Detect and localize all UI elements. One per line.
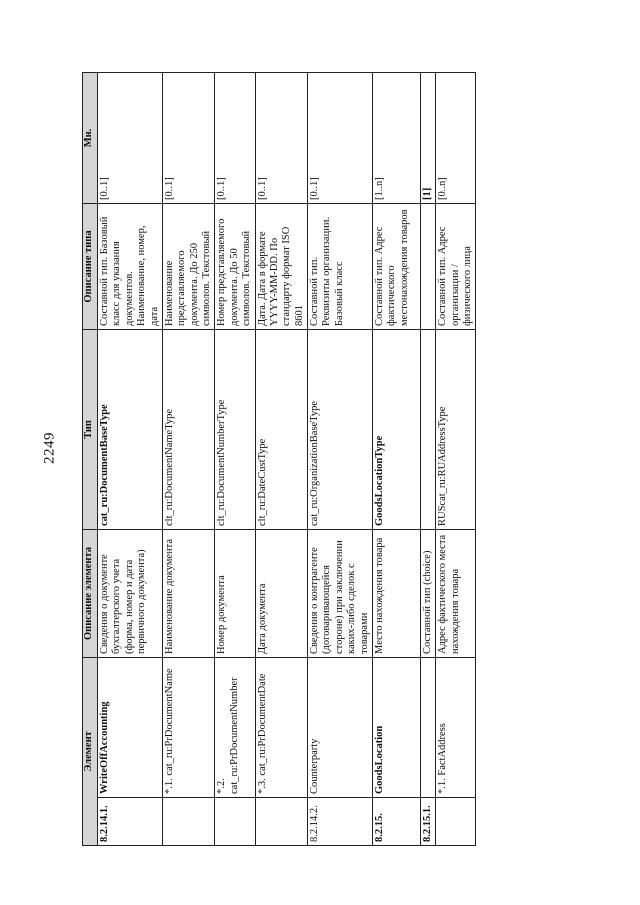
type-description <box>420 204 435 330</box>
multiplicity: [1] <box>420 73 435 204</box>
type-description: Составной тип. Реквизиты организации. Базовый класс <box>308 204 373 330</box>
multiplicity: [0..1] <box>98 73 163 204</box>
element-name: GoodsLocation <box>372 658 420 798</box>
element-type: cat_ru:OrganizationBaseType <box>308 330 373 530</box>
header-element: Элемент <box>83 658 98 846</box>
table-row <box>436 73 476 846</box>
row-number: 8.2.15. <box>372 798 420 846</box>
header-type: Тип <box>83 330 98 530</box>
row-number: 8.2.14.2. <box>308 798 373 846</box>
table-row <box>420 73 435 846</box>
type-description: Составной тип. Адрес фактического местонахождения товаров <box>372 204 420 330</box>
element-type <box>420 330 435 530</box>
multiplicity: [0..1] <box>162 73 215 204</box>
type-description: Номер представляемого документа. До 50 символов. Текстовый <box>215 204 255 330</box>
element-description: Дата документа <box>255 530 308 658</box>
multiplicity: [0..1] <box>308 73 373 204</box>
table-row <box>162 73 215 846</box>
type-description: Составной тип. Адрес организации / физического лица <box>436 204 476 330</box>
element-name <box>436 658 476 798</box>
table-row <box>255 73 308 846</box>
element-name <box>215 658 255 798</box>
table-wrapper <box>82 73 565 846</box>
multiplicity: [0..n] <box>436 73 476 204</box>
element-type: cat_ru:DocumentBaseType <box>98 330 163 530</box>
element-description: Сведения о контрагенте (договаривающейся стороне) при заключении каких-либо сделок с товарами <box>308 530 373 658</box>
element-name: WriteOffAccounting <box>98 658 163 798</box>
type-description: Наименование представляемого документа. До 250 символов. Текстовый <box>162 204 215 330</box>
element-description: Адрес фактического места нахождения товара <box>436 530 476 658</box>
element-description: Номер документа <box>215 530 255 658</box>
row-number <box>215 798 255 846</box>
table-row <box>308 73 373 846</box>
element-type: clt_ru:DateCustType <box>255 330 308 530</box>
multiplicity: [0..1] <box>215 73 255 204</box>
page-number: 2249 <box>41 432 58 464</box>
header-multiplicity: Мн. <box>83 73 98 204</box>
multiplicity: [0..1] <box>255 73 308 204</box>
header-element-description: Описание элемента <box>83 530 98 658</box>
element-name <box>255 658 308 798</box>
sub-number: *.1. <box>163 778 175 794</box>
element-type: GoodsLocationType <box>372 330 420 530</box>
table-row <box>98 73 163 846</box>
element-name <box>162 658 215 798</box>
rotated-table-area <box>82 73 565 846</box>
table-row <box>372 73 420 846</box>
element-name-text: cat_ru:PrDocumentNumber <box>228 677 240 794</box>
row-number <box>436 798 476 846</box>
element-description: Составной тип (choice) <box>420 530 435 658</box>
element-description: Сведения о документе бухгалтерского учета (форма, номер и дата первичного документа) <box>98 530 163 658</box>
element-type: RUScat_ru:RUAddressType <box>436 330 476 530</box>
element-name-text: FactAddress <box>437 723 449 776</box>
header-type-description: Описание типа <box>83 204 98 330</box>
row-number <box>255 798 308 846</box>
type-description: Дата. Дата в формате YYYY-MM-DD. По стандарту формат ISO 8601 <box>255 204 308 330</box>
element-type: clt_ru:DocumentNumberType <box>215 330 255 530</box>
table-header-row <box>83 73 98 846</box>
element-name-text: cat_ru:PrDocumentName <box>163 668 175 776</box>
element-name-text: cat_ru:PrDocumentDate <box>256 673 268 776</box>
row-number: 8.2.14.1. <box>98 798 163 846</box>
specification-table <box>82 72 476 846</box>
sub-number: *.1. <box>437 778 449 794</box>
type-description: Составной тип. Базовый класс для указания документов. Наименование, номер, дата <box>98 204 163 330</box>
sub-number: *.2. <box>216 778 228 794</box>
table-row <box>215 73 255 846</box>
row-number <box>162 798 215 846</box>
multiplicity: [1..n] <box>372 73 420 204</box>
element-name: Counterparty <box>308 658 373 798</box>
sub-number: *.3. <box>256 778 268 794</box>
element-description: Наименование документа <box>162 530 215 658</box>
row-number: 8.2.15.1. <box>420 798 435 846</box>
element-type: clt_ru:DocumentNameType <box>162 330 215 530</box>
element-description: Место нахождения товара <box>372 530 420 658</box>
element-name <box>420 658 435 798</box>
